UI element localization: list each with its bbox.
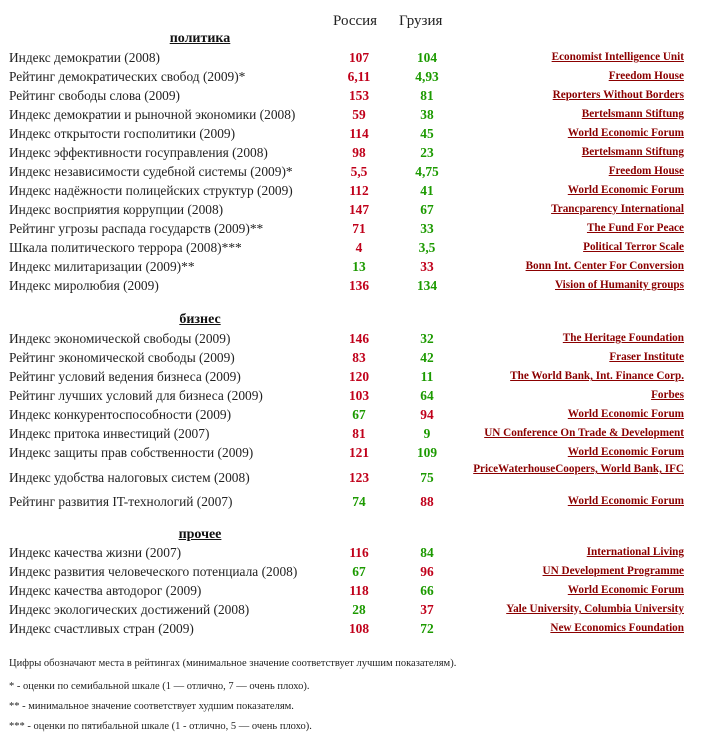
rating-label: Индекс конкурентоспособности (2009) [9, 407, 232, 422]
table-row [0, 386, 703, 405]
rating-label: Рейтинг лучших условий для бизнеса (2009) [9, 388, 263, 403]
table-row [0, 67, 703, 86]
rating-label: Индекс защиты прав собственности (2009) [9, 445, 254, 460]
table-row [0, 562, 703, 581]
russia-value: 108 [348, 621, 370, 636]
russia-value: 67 [352, 407, 366, 422]
georgia-value: 45 [420, 126, 434, 141]
source-link[interactable]: Economist Intelligence Unit [551, 51, 684, 63]
source-link[interactable]: World Economic Forum [567, 446, 684, 458]
table-row [0, 200, 703, 219]
georgia-value: 64 [420, 388, 434, 403]
table-row [0, 367, 703, 386]
georgia-value: 37 [420, 602, 434, 617]
russia-value: 118 [349, 583, 369, 598]
source-link[interactable]: World Economic Forum [567, 495, 684, 507]
georgia-value: 104 [416, 50, 438, 65]
rating-label: Рейтинг свободы слова (2009) [9, 88, 181, 103]
rating-label: Индекс эффективности госуправления (2008) [9, 145, 268, 160]
footnote-three-star: *** - оценки по пятибальной шкале (1 - отлично, 5 — очень плохо). [9, 721, 312, 732]
rating-label: Рейтинг условий ведения бизнеса (2009) [9, 369, 241, 384]
source-link[interactable]: Fraser Institute [609, 351, 684, 363]
georgia-value: 66 [420, 583, 434, 598]
rating-label: Индекс качества жизни (2007) [9, 545, 182, 560]
russia-value: 74 [352, 494, 366, 509]
rating-label: Индекс демократии (2008) [9, 50, 161, 65]
russia-value: 98 [352, 145, 366, 160]
russia-value: 6,11 [347, 69, 371, 84]
table-row [0, 543, 703, 562]
russia-value: 83 [352, 350, 366, 365]
source-link[interactable]: Political Terror Scale [583, 241, 684, 253]
table-row [0, 329, 703, 348]
rating-label: Индекс открытости госполитики (2009) [9, 126, 236, 141]
source-link[interactable]: PriceWaterhouseCoopers, World Bank, IFC [473, 463, 684, 475]
table-row [0, 492, 703, 511]
table-row [0, 219, 703, 238]
russia-value: 120 [348, 369, 370, 384]
source-link[interactable]: The Fund For Peace [586, 222, 684, 234]
table-row [0, 348, 703, 367]
russia-value: 121 [348, 445, 370, 460]
russia-value: 28 [352, 602, 366, 617]
russia-value: 146 [348, 331, 370, 346]
rating-label: Индекс восприятия коррупции (2008) [9, 202, 224, 217]
russia-value: 67 [352, 564, 366, 579]
rating-label: Индекс притока инвестиций (2007) [9, 426, 210, 441]
georgia-value: 33 [420, 259, 434, 274]
russia-value: 81 [352, 426, 366, 441]
georgia-value: 33 [420, 221, 434, 236]
source-link[interactable]: World Economic Forum [567, 408, 684, 420]
table-row [0, 238, 703, 257]
russia-value: 59 [352, 107, 366, 122]
rating-label: Индекс экологических достижений (2008) [9, 602, 250, 617]
rating-label: Индекс независимости судебной системы (2009)* [9, 164, 293, 179]
table-row [0, 462, 703, 492]
source-link[interactable]: UN Conference On Trade & Development [484, 427, 684, 439]
table-row [0, 600, 703, 619]
russia-value: 116 [349, 545, 369, 560]
source-link[interactable]: New Economics Foundation [550, 622, 684, 634]
rating-label: Шкала политического террора (2008)*** [9, 240, 242, 255]
georgia-value: 134 [416, 278, 438, 293]
table-row [0, 124, 703, 143]
russia-value: 71 [352, 221, 366, 236]
georgia-value: 3,5 [418, 240, 436, 255]
georgia-value: 9 [423, 426, 431, 441]
rating-label: Индекс счастливых стран (2009) [9, 621, 194, 636]
source-link[interactable]: World Economic Forum [567, 127, 684, 139]
source-link[interactable]: Bertelsmann Stiftung [581, 146, 684, 158]
source-link[interactable]: World Economic Forum [567, 584, 684, 596]
source-link[interactable]: Trancparency International [551, 203, 684, 215]
table-row [0, 276, 703, 295]
georgia-value: 84 [420, 545, 434, 560]
russia-value: 5,5 [350, 164, 368, 179]
russia-value: 147 [348, 202, 370, 217]
russia-value: 103 [348, 388, 370, 403]
russia-value: 4 [355, 240, 363, 255]
georgia-value: 4,75 [415, 164, 439, 179]
source-link[interactable]: Bertelsmann Stiftung [581, 108, 684, 120]
column-header-russia: Россия [333, 13, 378, 29]
rating-label: Индекс качества автодорог (2009) [9, 583, 202, 598]
georgia-value: 94 [420, 407, 434, 422]
section-title-business: бизнес [179, 312, 221, 327]
russia-value: 13 [352, 259, 366, 274]
georgia-value: 42 [420, 350, 434, 365]
russia-value: 112 [349, 183, 369, 198]
russia-value: 114 [349, 126, 369, 141]
georgia-value: 4,93 [415, 69, 439, 84]
rating-label: Индекс надёжности полицейских структур (2009) [9, 183, 293, 198]
footnote-one-star: * - оценки по семибальной шкале (1 — отлично, 7 — очень плохо). [9, 681, 310, 692]
footnote-main: Цифры обозначают места в рейтингах (минимальное значение соответствует лучшим показателям). [9, 658, 457, 669]
russia-value: 107 [348, 50, 370, 65]
column-header-georgia: Грузия [399, 13, 443, 29]
section-title-other: прочее [178, 527, 222, 542]
rating-label: Индекс демократии и рыночной экономики (2008) [9, 107, 296, 122]
source-link[interactable]: International Living [586, 546, 684, 558]
table-row [0, 257, 703, 276]
table-row [0, 405, 703, 424]
rating-label: Индекс развития человеческого потенциала (2008) [9, 564, 298, 579]
georgia-value: 75 [420, 470, 434, 485]
source-link[interactable]: UN Development Programme [542, 565, 684, 577]
russia-value: 153 [348, 88, 370, 103]
georgia-value: 81 [420, 88, 434, 103]
source-link[interactable]: Freedom House [608, 165, 684, 177]
table-row [0, 105, 703, 124]
table-row [0, 424, 703, 443]
georgia-value: 41 [420, 183, 434, 198]
russia-value: 136 [348, 278, 370, 293]
source-link[interactable]: Forbes [651, 389, 684, 401]
rating-label: Индекс милитаризации (2009)** [9, 259, 195, 274]
rating-label: Рейтинг экономической свободы (2009) [9, 350, 235, 365]
rating-label: Рейтинг угрозы распада государств (2009)** [9, 221, 264, 236]
table-row [0, 143, 703, 162]
source-link[interactable]: The Heritage Foundation [562, 332, 684, 344]
table-row [0, 581, 703, 600]
table-row [0, 48, 703, 67]
georgia-value: 32 [420, 331, 434, 346]
georgia-value: 96 [420, 564, 434, 579]
table-row [0, 443, 703, 462]
russia-value: 123 [348, 470, 370, 485]
table-row [0, 162, 703, 181]
georgia-value: 38 [420, 107, 434, 122]
source-link[interactable]: Vision of Humanity groups [555, 279, 684, 291]
source-link[interactable]: World Economic Forum [567, 184, 684, 196]
rating-label: Рейтинг развития IT-технологий (2007) [9, 494, 233, 509]
rating-label: Индекс миролюбия (2009) [9, 278, 159, 293]
georgia-value: 88 [420, 494, 434, 509]
table-row [0, 86, 703, 105]
rating-label: Индекс удобства налоговых систем (2008) [9, 470, 250, 485]
footnote-two-star: ** - минимальное значение соответствует худшим показателям. [9, 701, 294, 712]
rating-label: Индекс экономической свободы (2009) [9, 331, 231, 346]
georgia-value: 72 [420, 621, 434, 636]
source-link[interactable]: Reporters Without Borders [552, 89, 684, 101]
georgia-value: 23 [420, 145, 434, 160]
source-link[interactable]: Yale University, Columbia University [506, 603, 684, 615]
rating-label: Рейтинг демократических свобод (2009)* [9, 69, 246, 84]
table-row [0, 181, 703, 200]
georgia-value: 67 [420, 202, 434, 217]
source-link[interactable]: The World Bank, Int. Finance Corp. [510, 370, 684, 382]
section-title-politics: политика [169, 31, 231, 46]
georgia-value: 109 [416, 445, 438, 460]
source-link[interactable]: Freedom House [608, 70, 684, 82]
source-link[interactable]: Bonn Int. Center For Conversion [525, 260, 684, 272]
georgia-value: 11 [420, 369, 434, 384]
table-row [0, 619, 703, 638]
